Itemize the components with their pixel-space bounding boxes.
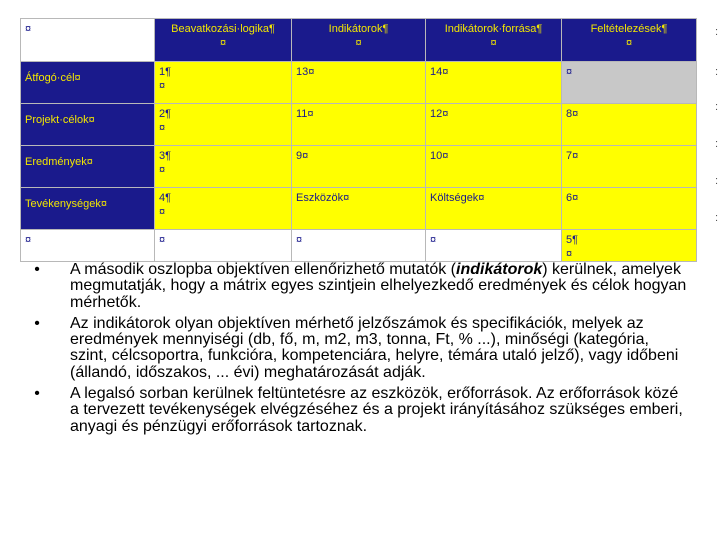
row-label-overall-goal: Átfogó·cél¤ — [21, 62, 155, 104]
list-item: • Az indikátorok olyan objektíven mérhető jelzőszámok és specifikációk, melyek az eredmények mennyiségi (db, fő, m, m2, m3, tonna, Ft, % ...), minőségi (kategória, szint, célcsoportra, funkcióra, kompetenciára, helyre, témára utaló jelző), vagy időbeni (állandó, időszakos, ... évi) meghatározását adják. — [30, 316, 690, 381]
table-cell: 9¤ — [292, 146, 426, 188]
bullet-icon: • — [34, 385, 40, 403]
row-end-mark: : — [714, 212, 718, 224]
table-cell: ¤ — [21, 230, 155, 262]
table-cell: 7¤ — [562, 146, 697, 188]
row-end-mark: : — [714, 175, 718, 187]
table-cell: 3¶ ¤ — [155, 146, 292, 188]
row-end-mark: : — [714, 66, 718, 78]
list-item: • A második oszlopba objektíven ellenőrizhető mutatók (indikátorok) kerülnek, amelyek megmutatják, hogy a mátrix egyes szintjein elhelyezkedő eredmények és célok hogyan mérhetők. — [30, 262, 690, 311]
table-cell: 1¶ ¤ — [155, 62, 292, 104]
table-cell: ¤ — [562, 62, 697, 104]
table-row — [21, 146, 697, 188]
table-cell: 8¤ — [562, 104, 697, 146]
table-row — [21, 188, 697, 230]
bullet-icon: • — [34, 261, 40, 278]
table-row — [21, 104, 697, 146]
row-label-project-goals: Projekt·célok¤ — [21, 104, 155, 146]
table-cell: 4¶ ¤ — [155, 188, 292, 230]
row-end-mark: : — [714, 138, 718, 150]
header-indicator-sources: Indikátorok·forrása¶ ¤ — [426, 19, 562, 62]
corner-cell: ¤ — [21, 19, 155, 62]
table-cell: 12¤ — [426, 104, 562, 146]
bullet-icon: • — [34, 314, 40, 332]
emphasized-term: indikátorok — [456, 261, 543, 278]
table-cell: 2¶ ¤ — [155, 104, 292, 146]
table-cell: ¤ — [155, 230, 292, 262]
table-cell: 14¤ — [426, 62, 562, 104]
row-end-mark: : — [714, 101, 718, 113]
table-cell: 13¤ — [292, 62, 426, 104]
table-cell: ¤ — [426, 230, 562, 262]
table-cell: Költségek¤ — [426, 188, 562, 230]
table-row — [21, 62, 697, 104]
table-cell: Eszközök¤ — [292, 188, 426, 230]
logframe-table — [20, 18, 697, 262]
row-end-mark: : — [714, 26, 718, 38]
header-intervention-logic: Beavatkozási·logika¶ ¤ — [155, 19, 292, 62]
table-cell: 5¶ ¤ — [562, 230, 697, 262]
table-header-row — [21, 19, 697, 62]
row-label-results: Eredmények¤ — [21, 146, 155, 188]
table-row — [21, 230, 697, 262]
table-cell: 11¤ — [292, 104, 426, 146]
row-label-activities: Tevékenységek¤ — [21, 188, 155, 230]
list-item: • A legalsó sorban kerülnek feltüntetésre az eszközök, erőforrások. Az erőforrások közé a tervezett tevékenységek elvégzéséhez és a projekt irányításához szükséges emberi, anyagi és pénzügyi erőforrások tartoznak. — [30, 386, 690, 435]
table-cell: 10¤ — [426, 146, 562, 188]
table-cell: 6¤ — [562, 188, 697, 230]
header-assumptions: Feltételezések¶ ¤ — [562, 19, 697, 62]
header-indicators: Indikátorok¶ ¤ — [292, 19, 426, 62]
explanation-list — [30, 262, 690, 440]
table-cell: ¤ — [292, 230, 426, 262]
